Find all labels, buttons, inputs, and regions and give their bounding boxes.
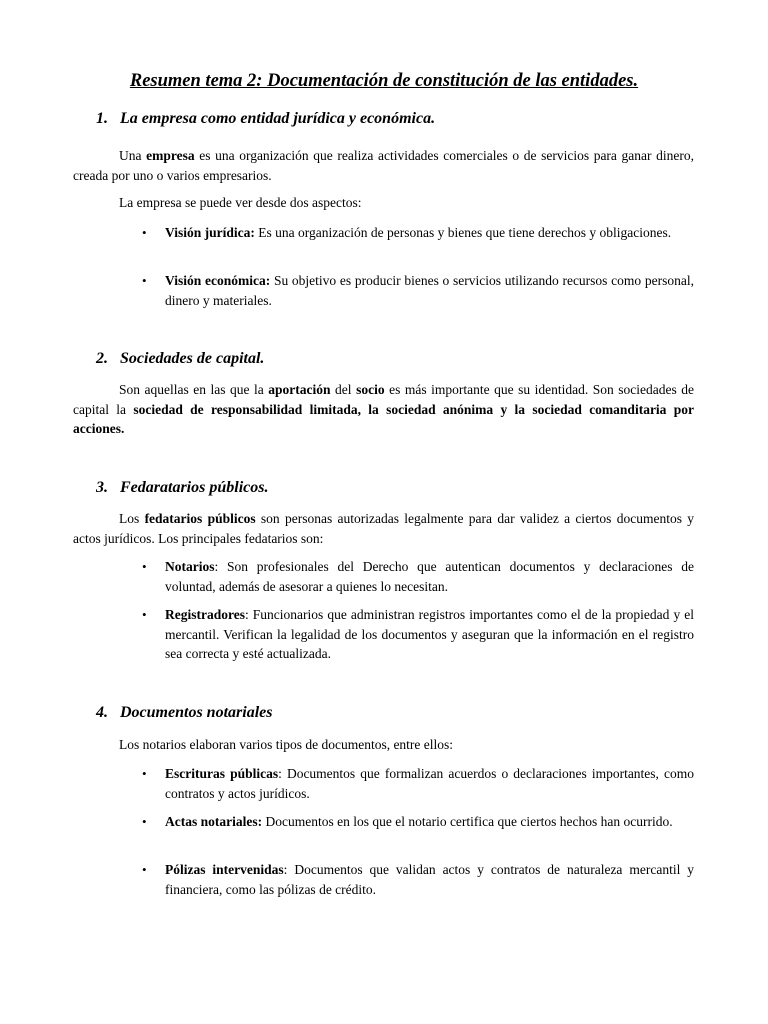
bullet-icon: • (142, 607, 147, 622)
text-run: : Documentos que formalizan acuerdos o declaraciones importantes, como contratos y actos jurídicos. (165, 766, 695, 801)
list-item (142, 860, 694, 899)
text-run: Su objetivo es producir bienes o servicios utilizando recursos como personal, dinero y materiales. (165, 273, 694, 308)
bullet-icon: • (142, 862, 147, 877)
bold-term: Actas notariales: (165, 814, 263, 829)
text-run: Una (119, 148, 147, 163)
text-run: es una organización que realiza actividades comerciales o de servicios para ganar dinero, creada por uno o varios empresarios. (73, 148, 694, 183)
bullet-icon: • (142, 225, 147, 240)
paragraph (73, 146, 694, 185)
bold-term: Registradores (165, 607, 245, 622)
bullet-icon: • (142, 766, 147, 781)
bold-term: empresa (146, 148, 195, 163)
section-title: Documentos notariales (120, 704, 273, 721)
text-run: : Son profesionales del Derecho que autentican documentos y declaraciones de voluntad, además de asesorar a quienes lo necesitan. (165, 559, 694, 594)
paragraph: La empresa se puede ver desde dos aspectos: (119, 195, 362, 210)
bold-term: sociedad de responsabilidad limitada, la sociedad anónima y la sociedad comanditaria por acciones. (73, 401, 694, 436)
section-heading-4 (96, 702, 272, 724)
list-item (142, 271, 694, 310)
list-item (142, 557, 694, 596)
section-heading-2 (96, 348, 264, 370)
section-title: Fedaratarios públicos. (120, 479, 269, 496)
section-number: 3. (96, 479, 108, 496)
text-run: Documentos en los que el notario certifica que ciertos hechos han ocurrido. (262, 814, 673, 829)
bullet-icon: • (142, 559, 147, 574)
list-item (142, 223, 694, 243)
section-number: 4. (96, 704, 108, 721)
paragraph (73, 380, 694, 439)
text-run: : Documentos que validan actos y contratos de naturaleza mercantil y financiera, como las pólizas de crédito. (165, 862, 694, 897)
bullet-icon: • (142, 273, 147, 288)
text-run: Es una organización de personas y bienes que tiene derechos y obligaciones. (254, 225, 672, 240)
bold-term: socio (356, 382, 385, 397)
text-run: : Funcionarios que administran registros importantes como el de la propiedad y el mercantil. Verifican la legalidad de los documentos y aseguran que la información en el registro sea correcta y esté actualizada. (165, 607, 694, 661)
document-title: Resumen tema 2: Documentación de constitución de las entidades. (129, 71, 639, 91)
list-item (142, 764, 695, 803)
section-number: 1. (96, 110, 108, 127)
bold-term: Notarios (165, 559, 215, 574)
bold-term: Escrituras públicas (165, 766, 279, 781)
section-number: 2. (96, 350, 108, 367)
text-run: Los (119, 511, 145, 526)
bold-term: Visión jurídica: (165, 225, 255, 240)
text-run: son personas autorizadas legalmente para dar validez a ciertos documentos y actos jurídicos. Los principales fedatarios son: (73, 511, 695, 546)
section-title: La empresa como entidad jurídica y económica. (120, 110, 436, 127)
list-item (142, 812, 694, 832)
text-run: del (330, 382, 357, 397)
text-run: Son aquellas en las que la (119, 382, 269, 397)
bold-term: Pólizas intervenidas (165, 862, 284, 877)
section-heading-1 (96, 108, 435, 130)
section-title: Sociedades de capital. (120, 350, 265, 367)
paragraph (73, 509, 694, 548)
section-heading-3 (96, 477, 268, 499)
bullet-icon: • (142, 814, 147, 829)
paragraph: Los notarios elaboran varios tipos de documentos, entre ellos: (119, 737, 454, 752)
list-item (142, 605, 694, 664)
bold-term: Visión económica: (165, 273, 271, 288)
text-run: es más importante que su identidad. Son sociedades de capital la (73, 382, 695, 417)
bold-term: aportación (268, 382, 331, 397)
bold-term: fedatarios públicos (144, 511, 256, 526)
